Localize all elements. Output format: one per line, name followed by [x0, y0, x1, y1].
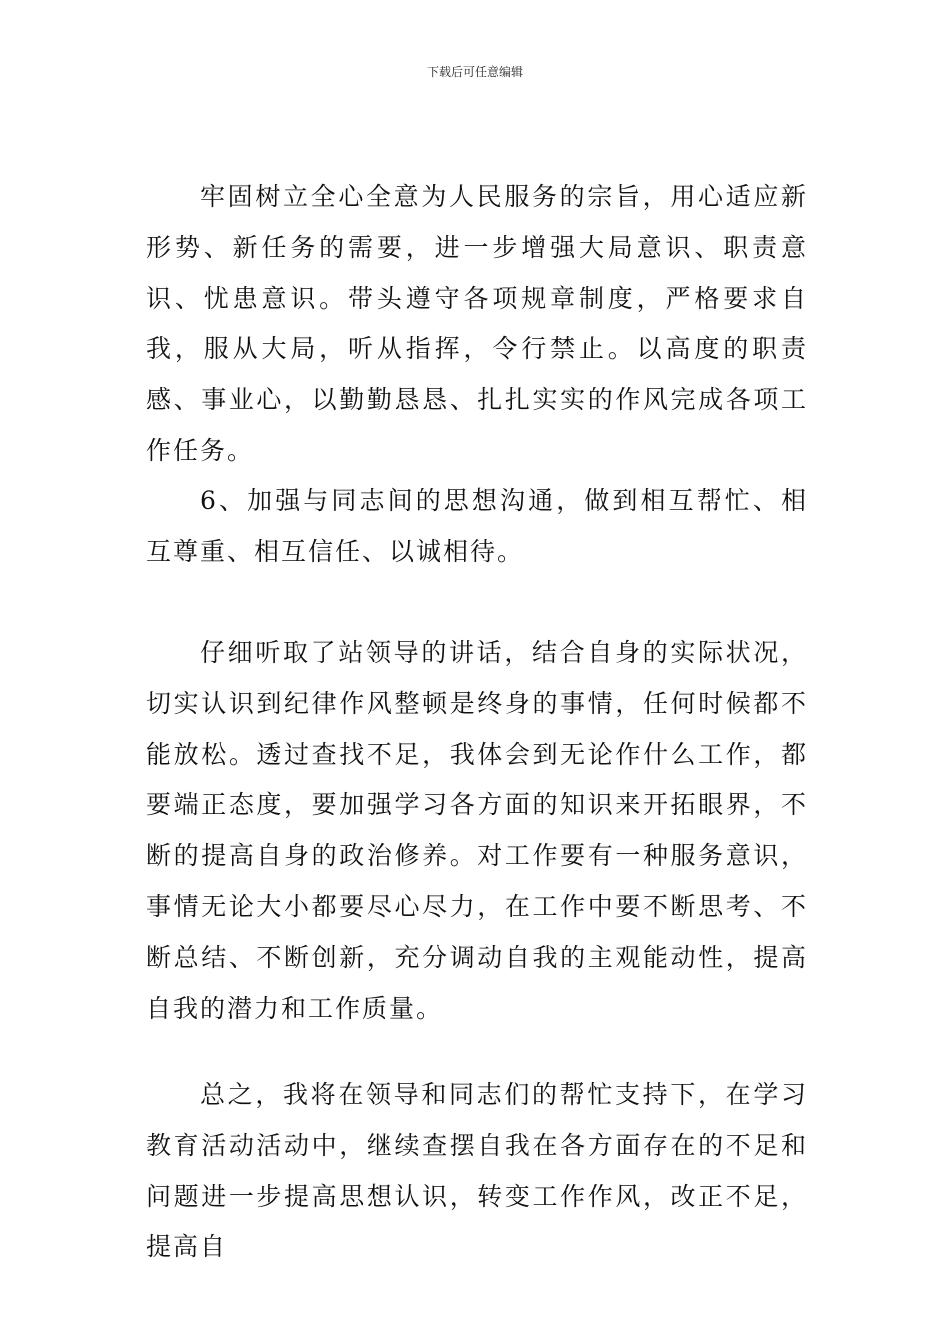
paragraph-1: 牢固树立全心全意为人民服务的宗旨，用心适应新形势、新任务的需要，进一步增强大局意识、职责意识、忧患意识。带头遵守各项规章制度，严格要求自我，服从大局，听从指挥，令行禁止。以高度的职责感、事业心，以勤勤恳恳、扎扎实实的作风完成各项工作任务。 — [146, 182, 808, 465]
paragraph-2: 6、加强与同志间的思想沟通，做到相互帮忙、相互尊重、相互信任、以诚相待。 — [146, 486, 808, 566]
paragraph-4: 总之，我将在领导和同志们的帮忙支持下，在学习教育活动活动中，继续查摆自我在各方面存在的不足和问题进一步提高思想认识，转变工作作风，改正不足，提高自 — [146, 1080, 808, 1262]
page-header: 下载后可任意编辑 — [426, 65, 523, 79]
paragraph-3: 仔细听取了站领导的讲话，结合自身的实际状况，切实认识到纪律作风整顿是终身的事情，任何时候都不能放松。透过查找不足，我体会到无论作什么工作，都要端正态度，要加强学习各方面的知识来开拓眼界，不断的提高自身的政治修养。对工作要有一种服务意识，事情无论大小都要尽心尽力，在工作中要不断思考、不断总结、不断创新，充分调动自我的主观能动性，提高自我的潜力和工作质量。 — [146, 638, 808, 1023]
